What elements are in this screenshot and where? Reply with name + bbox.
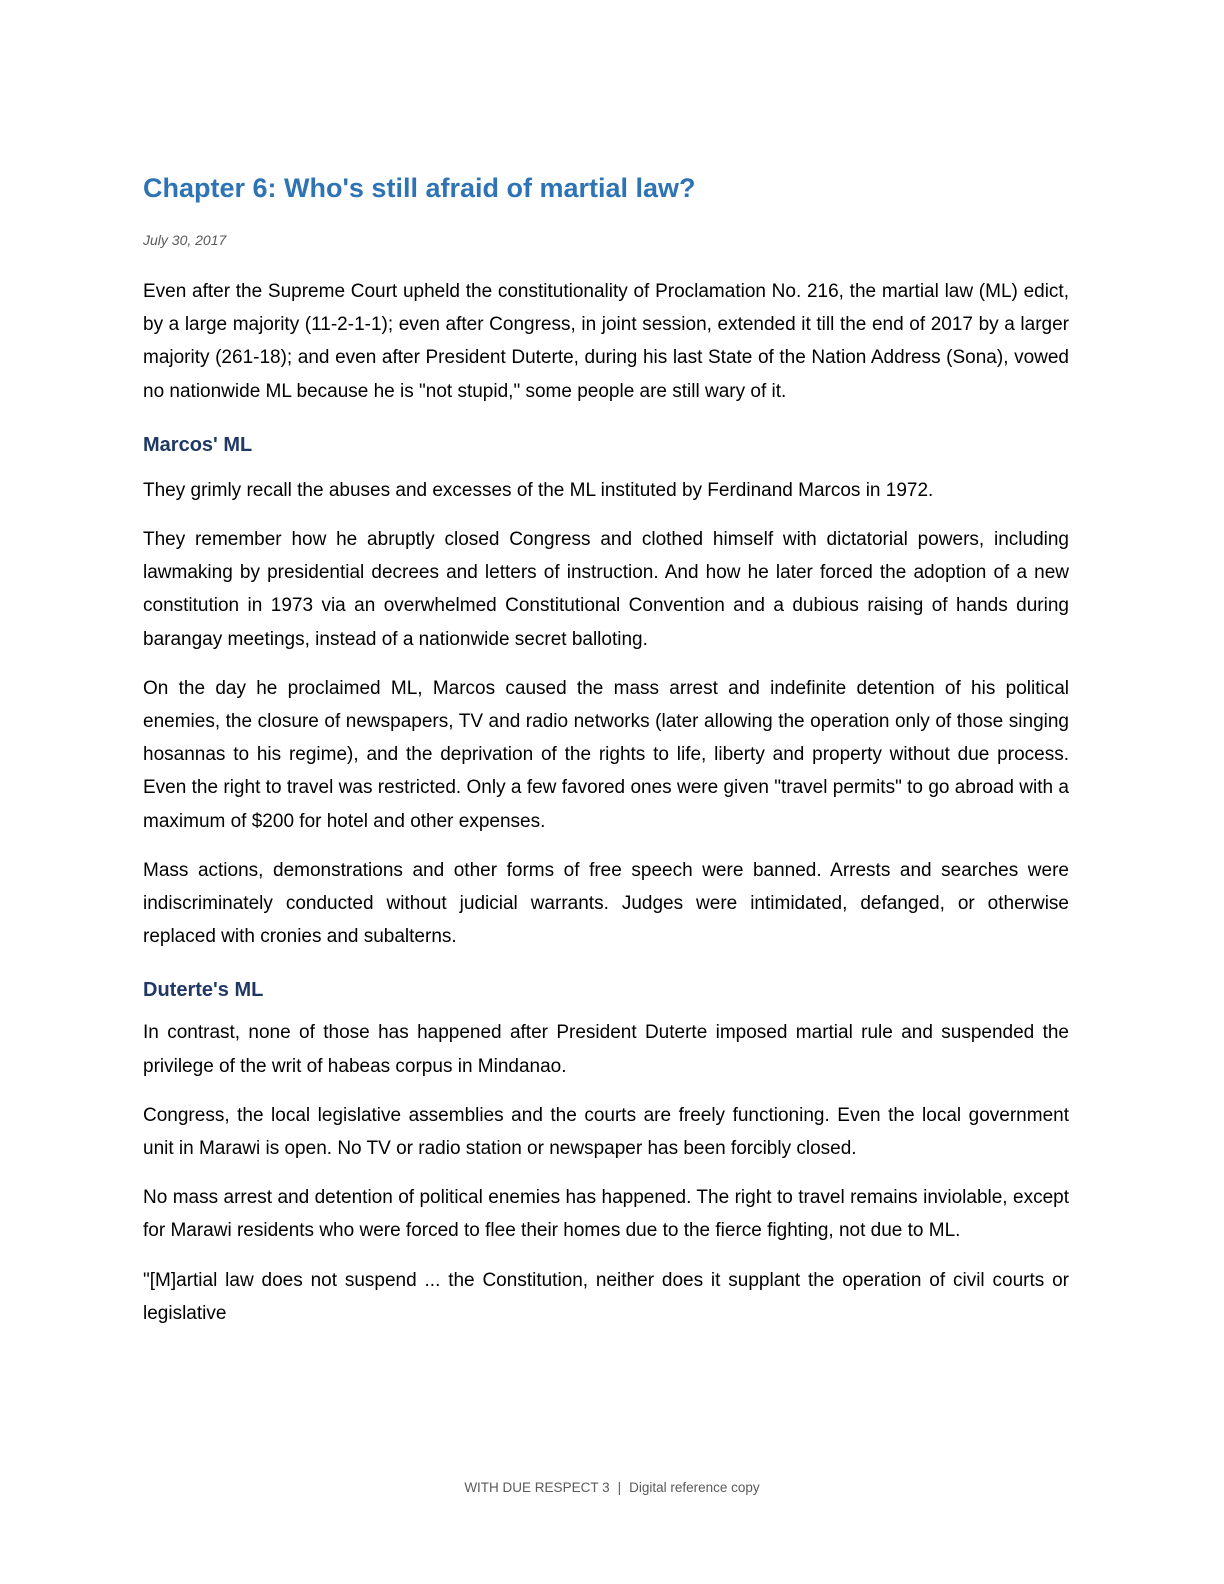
footer-separator: | xyxy=(617,1480,622,1495)
section-heading-marcos: Marcos' ML xyxy=(143,433,253,456)
page-footer xyxy=(0,1478,1224,1498)
paragraph-marcos-2: They remember how he abruptly closed Congress and clothed himself with dictatorial powers, including lawmaking by presidential decrees and letters of instruction. And how he later forced the adoption of a new constitution in 1973 via an overwhelmed Constitutional Convention and a dubious raising of hands during barangay meetings, instead of a nationwide secret balloting. xyxy=(143,529,1069,650)
paragraph-duterte-2: Congress, the local legislative assemblies and the courts are freely functioning. Even the local government unit in Marawi is open. No TV or radio station or newspaper has been forcibly closed. xyxy=(143,1104,1069,1160)
footer-note: Digital reference copy xyxy=(629,1480,760,1495)
paragraph-duterte-3: No mass arrest and detention of political enemies has happened. The right to travel remains inviolable, except for Marawi residents who were forced to flee their homes due to the fierce fighting, not due to ML. xyxy=(143,1187,1069,1242)
paragraph-marcos-3: On the day he proclaimed ML, Marcos caused the mass arrest and indefinite detention of his political enemies, the closure of newspapers, TV and radio networks (later allowing the operation only of those singing hosannas to his regime), and the deprivation of the rights to life, liberty and property without due process. Even the right to travel was restricted. Only a few favored ones were given "travel permits" to go abroad with a maximum of $200 for hotel and other expenses. xyxy=(143,677,1069,832)
intro-paragraph: Even after the Supreme Court upheld the constitutionality of Proclamation No. 216, the martial law (ML) edict, by a large majority (11-2-1-1); even after Congress, in joint session, extended it till the end of 2017 by a larger majority (261-18); and even after President Duterte, during his last State of the Nation Address (Sona), vowed no nationwide ML because he is "not stupid," some people are still wary of it. xyxy=(143,281,1069,402)
chapter-title: Chapter 6: Who's still afraid of martial law? xyxy=(143,173,696,203)
paragraph-duterte-4: "[M]artial law does not suspend ... the Constitution, neither does it supplant the operation of civil courts or legislative xyxy=(143,1269,1069,1324)
document-page xyxy=(143,168,1069,1330)
publication-date: July 30, 2017 xyxy=(143,232,227,248)
paragraph-marcos-4: Mass actions, demonstrations and other forms of free speech were banned. Arrests and searches were indiscriminately conducted without judicial warrants. Judges were intimidated, defanged, or otherwise replaced with cronies and subalterns. xyxy=(143,859,1069,948)
footer-book-title: WITH DUE RESPECT 3 xyxy=(464,1480,610,1495)
paragraph-duterte-1: In contrast, none of those has happened after President Duterte imposed martial rule and suspended the privilege of the writ of habeas corpus in Mindanao. xyxy=(143,1022,1069,1077)
paragraph-marcos-1: They grimly recall the abuses and excesses of the ML instituted by Ferdinand Marcos in 1972. xyxy=(143,479,934,501)
section-heading-duterte: Duterte's ML xyxy=(143,979,264,1002)
